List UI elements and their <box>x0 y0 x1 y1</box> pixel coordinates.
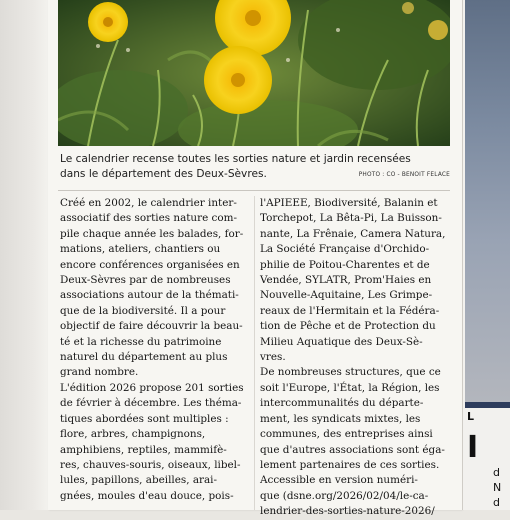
text-line: l'APIEEE, Biodiversité, Balanin et <box>260 197 438 209</box>
text-line: tiques abordées sont multiples : <box>60 412 229 425</box>
dandelion-photo <box>58 0 450 146</box>
adjacent-letter: L <box>467 410 475 423</box>
text-line: nante, La Frênaie, Camera Natura, <box>260 227 446 240</box>
text-line: que d'autres associations sont éga- <box>260 443 445 456</box>
text-line: vres. <box>260 351 286 364</box>
text-line: communes, des entreprises ainsi <box>260 428 433 441</box>
text-line: té et la richesse du patrimoine <box>60 335 222 348</box>
text-line: Torchepot, La Bêta-Pi, La Buisson- <box>260 212 442 225</box>
text-line: lendrier-des-sorties-nature-2026/ <box>260 505 435 518</box>
text-line: Accessible en version numéri- <box>260 474 418 487</box>
adjacent-letter: d <box>493 466 500 479</box>
adjacent-photo <box>465 0 510 402</box>
text-line: associatif des sorties nature com- <box>60 212 237 225</box>
text-line: naturel du département au plus <box>60 351 228 364</box>
adjacent-letter: I <box>467 430 479 465</box>
text-line: pile chaque année les balades, for- <box>60 227 244 240</box>
text-line: lules, papillons, abeilles, arai- <box>60 474 218 487</box>
text-line: que de la biodiversité. Il a pour <box>60 304 226 317</box>
newspaper-page <box>48 0 462 518</box>
text-line: Créé en 2002, le calendrier inter- <box>60 197 237 209</box>
text-line: Vendée, SYLATR, Prom'Haies en <box>260 274 432 287</box>
text-line: objectif de faire découvrir la beau- <box>60 320 243 333</box>
text-line: De nombreuses structures, que ce <box>260 366 441 379</box>
previous-page-edge <box>0 0 48 510</box>
text-line: La Société Française d'Orchido- <box>260 243 430 256</box>
article-column-2 <box>260 196 448 520</box>
article-column-1 <box>60 196 248 504</box>
text-line: Deux-Sèvres par de nombreuses <box>60 274 231 287</box>
text-line: ment, les syndicats mixtes, les <box>260 412 421 425</box>
caption-line: dans le département des Deux-Sèvres. <box>60 168 267 180</box>
text-line: gnées, moules d'eau douce, pois- <box>60 489 234 502</box>
text-line: encore conférences organisées en <box>60 258 240 271</box>
text-line: L'édition 2026 propose 201 sorties <box>60 381 244 394</box>
photo-credit: PHOTO : CO - BENOIT FELACE <box>358 172 450 178</box>
text-line: philie de Poitou-Charentes et de <box>260 258 430 271</box>
caption-divider <box>58 190 450 191</box>
adjacent-color-bar <box>465 402 510 408</box>
text-line: mations, ateliers, chantiers ou <box>60 243 221 256</box>
text-line: lement partenaires de ces sorties. <box>260 458 440 471</box>
column-separator <box>254 196 255 510</box>
text-line: amphibiens, reptiles, mammifè- <box>60 443 227 456</box>
text-line: soit l'Europe, l'État, la Région, les <box>260 381 440 394</box>
text-line: res, chauves-souris, oiseaux, libel- <box>60 458 241 471</box>
text-line: reaux de l'Hermitain et la Fédéra- <box>260 304 440 317</box>
caption-line: Le calendrier recense toutes les sorties nature et jardin recensées <box>60 153 411 165</box>
text-line: Milieu Aquatique des Deux-Sè- <box>260 335 423 348</box>
text-line: intercommunalités du départe- <box>260 397 424 410</box>
text-line: associations autour de la thémati- <box>60 289 239 302</box>
adjacent-letter: d <box>493 496 500 509</box>
text-line: flore, arbres, champignons, <box>60 428 206 441</box>
text-line: de février à décembre. Les théma- <box>60 397 242 410</box>
adjacent-page-edge <box>462 0 510 510</box>
text-line: tion de Pêche et de Protection du <box>260 320 436 333</box>
adjacent-letter: N <box>493 481 502 494</box>
text-line: grand nombre. <box>60 366 139 379</box>
text-line: que (dsne.org/2026/02/04/le-ca- <box>260 489 429 502</box>
text-line: Nouvelle-Aquitaine, Les Grimpe- <box>260 289 433 302</box>
